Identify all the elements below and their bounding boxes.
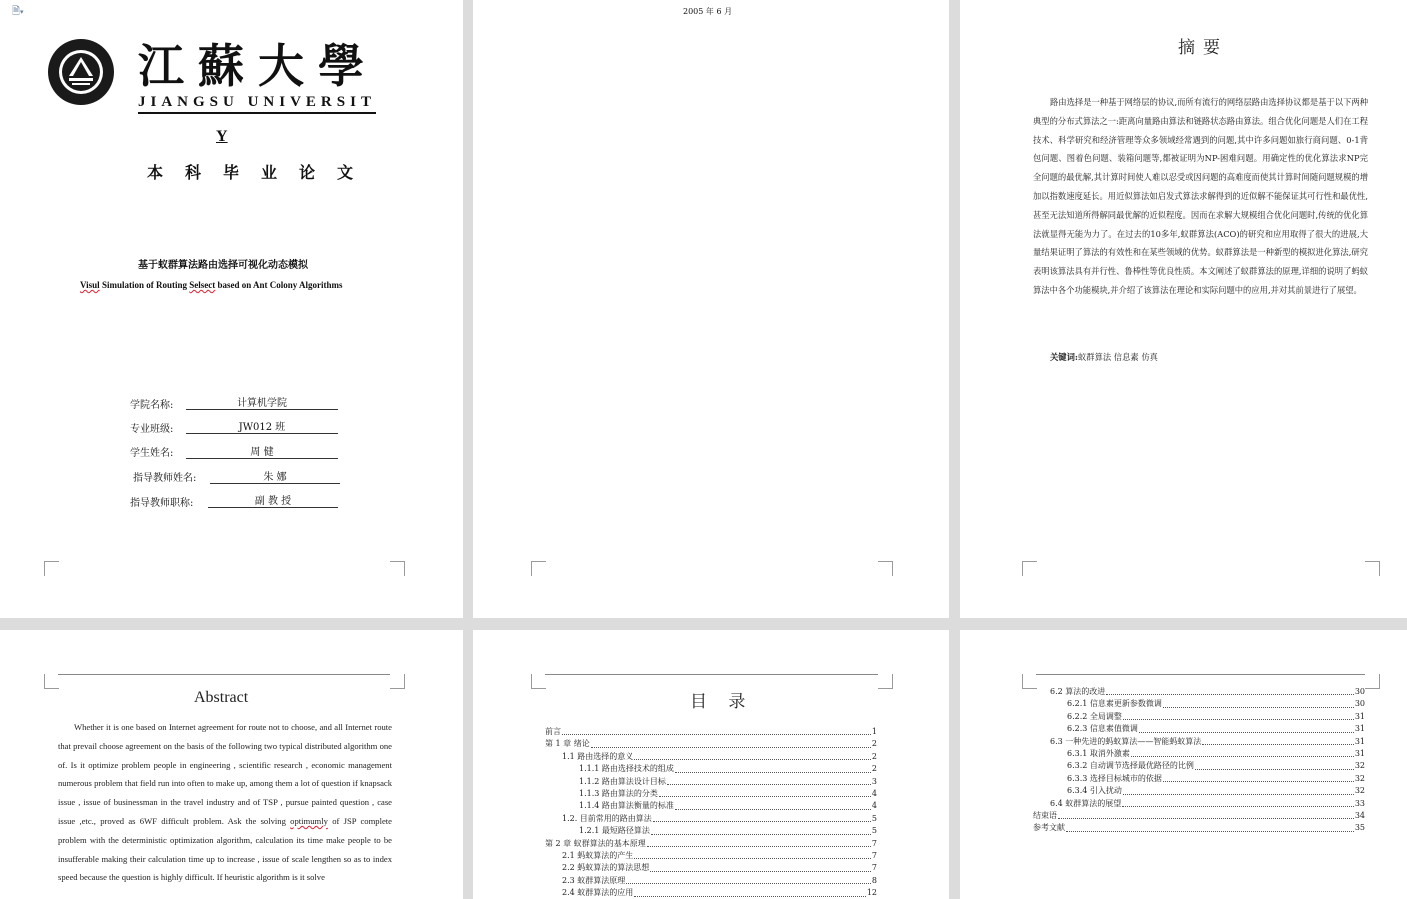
toc-dot-leader: [591, 747, 871, 748]
toc-entry-title: 6.3.4 引入扰动: [1067, 786, 1122, 796]
page-abstract-en[interactable]: [0, 630, 463, 899]
document-icon: 🗎: [12, 6, 21, 17]
toc-entry[interactable]: [545, 788, 877, 800]
toc-page-number: 34: [1354, 811, 1365, 821]
toc-entry-title: 1.1 路由选择的意义: [562, 751, 634, 761]
toc-entry[interactable]: [545, 887, 877, 899]
toc-entry[interactable]: [1033, 711, 1365, 723]
toc-entry[interactable]: [545, 776, 877, 788]
toc-entry[interactable]: [1033, 773, 1365, 785]
toc-page-number: 5: [871, 813, 877, 823]
toc-page-number: 2: [871, 739, 877, 749]
toc-dot-leader: [1195, 769, 1354, 770]
toc-page-number: 3: [871, 776, 877, 786]
toc-page-number: 7: [871, 851, 877, 861]
toc-dot-leader: [1058, 818, 1354, 819]
toc-dot-leader: [1122, 806, 1354, 807]
toc-page-number: 32: [1354, 761, 1365, 771]
toc-entry[interactable]: [1033, 736, 1365, 748]
toc-entry-title: 1.2. 目前常用的路由算法: [562, 813, 652, 823]
toc-entry[interactable]: [1033, 698, 1365, 710]
toc-page-number: 5: [871, 826, 877, 836]
toc-dot-leader: [1131, 756, 1354, 757]
page-corner-mark: [390, 561, 405, 576]
toc-entry-title: 6.2.1 信息素更新参数微调: [1067, 699, 1162, 709]
toc-entry-title: 参考文献: [1033, 823, 1065, 833]
toc-entry-title: 2.3 蚁群算法原理: [562, 875, 626, 885]
toc-dot-leader: [634, 858, 871, 859]
toc-page-number: 2: [871, 751, 877, 761]
title-en-part: Simulation of Routing: [99, 280, 190, 290]
toc-entry-title: 1.1.1 路由选择技术的组成: [579, 764, 674, 774]
toc-dot-leader: [1139, 732, 1354, 733]
abstract-en-body: [58, 718, 392, 887]
toc-entry-title: 2.2 蚂蚁算法的算法思想: [562, 863, 650, 873]
page-corner-mark: [878, 674, 893, 689]
toc-entry[interactable]: [545, 726, 877, 738]
toc-entry-title: 结束语: [1033, 811, 1057, 821]
header-rule: [1036, 674, 1365, 675]
keywords-label: 关键词:: [1050, 352, 1078, 362]
spell-marked-word: Visul: [80, 280, 100, 290]
toc-page-number: 31: [1354, 711, 1365, 721]
field-label: 指导教师职称:: [130, 498, 194, 509]
page-toc-2[interactable]: [960, 630, 1407, 899]
page-corner-mark: [531, 674, 546, 689]
toc-page-number: 7: [871, 838, 877, 848]
toc-entry[interactable]: [1033, 723, 1365, 735]
field-label: 学生姓名:: [130, 448, 174, 459]
page-corner-mark: [1022, 561, 1037, 576]
toc-entry-title: 1.1.4 路由算法衡量的标准: [579, 801, 674, 811]
toc-heading: 目 录: [690, 692, 754, 712]
toc-entry-title: 第 2 章 蚁群算法的基本原理: [545, 838, 646, 848]
page-cover[interactable]: [0, 0, 463, 618]
toc-entry[interactable]: [545, 738, 877, 750]
toc-entry[interactable]: [545, 850, 877, 862]
toc-dot-leader: [1123, 719, 1354, 720]
toc-entry[interactable]: [545, 800, 877, 812]
page-corner-mark: [878, 561, 893, 576]
toc-dot-leader: [1163, 707, 1354, 708]
field-value: 朱 娜: [210, 468, 340, 484]
toc-page-number: 7: [871, 863, 877, 873]
spell-marked-word: Selsect: [189, 280, 216, 290]
chevron-down-icon: ▾: [20, 8, 24, 16]
toc-dot-leader: [667, 784, 871, 785]
toc-entry-title: 第 1 章 绪论: [545, 739, 590, 749]
toc-entry[interactable]: [1033, 686, 1365, 698]
toc-entry-title: 6.2.3 信息素值微调: [1067, 724, 1138, 734]
toc-page-number: 31: [1354, 749, 1365, 759]
toc-dot-leader: [626, 883, 871, 884]
toc-dot-leader: [653, 821, 871, 822]
abstract-en-heading: Abstract: [194, 689, 249, 706]
toc-dot-leader: [675, 809, 871, 810]
toc-page-number: 8: [871, 875, 877, 885]
toc-entry[interactable]: [1033, 822, 1365, 834]
toc-entry-title: 1.2.1 最短路径算法: [579, 826, 650, 836]
spell-marked-word: optimumly: [290, 815, 328, 826]
toc-entry-title: 6.3.1 取消外激素: [1067, 749, 1130, 759]
field-label: 学院名称:: [130, 400, 174, 411]
abstract-cn-body: 路由选择是一种基于网络层的协议,而所有流行的网络层路由选择协议都是基于以下两种典型的分布式算法之一:距离向量路由算法和链路状态路由算法。组合优化问题是人们在工程技术、科学研究和经济管理等众多领域经常遇到的问题,其中许多问题如旅行商问题、0-1背包问题、图着色问题、装箱问题等,都被证明为NP-困难问题。用确定性的优化算法求NP完全问题的最优解,其计算时间使人难以忍受或因问题的高难度而使其计算时间随问题规模的增加以指数速度延长。用近似算法如启发式算法求解得到的近似解不能保证其可行性和最优性,甚至无法知道所得解同最优解的近似程度。因而在求解大规模组合优化问题时,传统的优化算法就显得无能为力了。在过去的10多年,蚁群算法(ACO)的研究和应用取得了很大的进展,大量结果证明了算法的有效性和在某些领域的优势。蚁群算法是一种新型的模拟进化算法,研究表明该算法具有并行性、鲁棒性等优良性质。本文阐述了蚁群算法的原理,详细的说明了蚂蚁算法中各个功能模块,并介绍了该算法在理论和实际问题中的应用,并对其前景进行了展望。: [1033, 97, 1368, 295]
toc-entry-title: 6.3.3 选择目标城市的依据: [1067, 773, 1162, 783]
toc-entry-title: 6.3.2 自动调节选择最优路径的比例: [1067, 761, 1194, 771]
toc-entry-title: 1.1.2 路由算法设计目标: [579, 776, 666, 786]
field-value: 副 教 授: [208, 492, 338, 508]
title-en-part: based on Ant Colony Algorithms: [215, 280, 343, 290]
toc-entry-title: 2.4 蚁群算法的应用: [562, 888, 634, 898]
toc-page-number: 32: [1354, 786, 1365, 796]
toc-entry[interactable]: [545, 875, 877, 887]
document-menu[interactable]: [12, 4, 34, 18]
toc-entry-title: 前言: [545, 727, 561, 736]
page-corner-mark: [1365, 561, 1380, 576]
toc-entry-title: 6.4 蚁群算法的展望: [1050, 798, 1122, 808]
toc-dot-leader: [1106, 694, 1354, 695]
toc-list: [1033, 686, 1365, 835]
toc-list: [545, 726, 877, 899]
page-corner-mark: [531, 561, 546, 576]
toc-page-number: 30: [1354, 687, 1365, 696]
header-rule: [58, 674, 390, 675]
toc-dot-leader: [650, 871, 871, 872]
abstract-en-text: of JSP complete problem with the deterministic optimization algorithm, calculation its time make people to be insufferable making their calculation time up to increase , issue of scale lengthen so as to index speed because the question is highly difficult. If heuristic algorithm is it solve: [58, 815, 392, 883]
toc-entry-title: 1.1.3 路由算法的分类: [579, 789, 658, 799]
toc-page-number: 35: [1354, 823, 1365, 833]
toc-dot-leader: [562, 734, 871, 735]
toc-entry[interactable]: [545, 838, 877, 850]
toc-entry[interactable]: [1033, 748, 1365, 760]
toc-entry[interactable]: [545, 862, 877, 874]
toc-page-number: 12: [866, 888, 877, 898]
field-label: 专业班级:: [130, 424, 174, 435]
toc-entry[interactable]: [1033, 810, 1365, 822]
thesis-type: 本科毕业论文: [147, 163, 376, 182]
toc-page-number: 33: [1354, 798, 1365, 808]
header-rule: [545, 674, 878, 675]
toc-dot-leader: [659, 796, 871, 797]
page-corner-mark: [44, 674, 59, 689]
thesis-title-en: [80, 280, 343, 290]
field-value: JW012 班: [186, 418, 338, 434]
toc-page-number: 2: [871, 764, 877, 774]
university-name-cn: 江蘇大學: [138, 39, 378, 93]
toc-entry-title: 6.2 算法的改进: [1050, 687, 1106, 696]
toc-page-number: 4: [871, 789, 877, 799]
toc-page-number: 32: [1354, 773, 1365, 783]
toc-entry-title: 2.1 蚂蚁算法的产生: [562, 851, 634, 861]
page-corner-mark: [1365, 674, 1380, 689]
university-name-en: JIANGSU UNIVERSIT: [138, 94, 376, 114]
toc-page-number: 1: [871, 727, 877, 736]
toc-dot-leader: [1202, 744, 1354, 745]
page-column-gap: [463, 0, 473, 899]
toc-entry-title: 6.3 一种先进的蚂蚁算法——智能蚂蚁算法: [1050, 736, 1202, 746]
toc-entry[interactable]: [1033, 785, 1365, 797]
toc-page-number: 31: [1354, 736, 1365, 746]
keywords: [1050, 351, 1158, 363]
toc-dot-leader: [651, 834, 871, 835]
university-name-y: Y: [216, 128, 228, 145]
toc-page-number: 31: [1354, 724, 1365, 734]
thesis-date: 2005 年 6 月: [683, 7, 733, 16]
page-date[interactable]: [473, 0, 949, 618]
page-row-gap: [0, 618, 1407, 630]
abstract-en-text: Whether it is one based on Internet agreement for route not to choose, and all Internet route that prevail choose agreement on the basis of the following two typical distributed algorithm one of. Is it optimize problem people in engineering , scientific research , economic management numerous problem that field run into often to make up, among them a lot of question if knapsack issue , issue of businessman in the travel industry and of TSP , pursue painted question , case issue ,etc., proved as 6WF difficult problem. Ask the solving: [58, 722, 392, 826]
page-column-gap: [949, 0, 960, 899]
field-value: 周 健: [186, 443, 338, 459]
toc-dot-leader: [1123, 794, 1354, 795]
toc-entry-title: 6.2.2 全局调整: [1067, 711, 1122, 721]
keywords-values: 蚁群算法 信息素 仿真: [1077, 352, 1158, 362]
toc-entry[interactable]: [545, 825, 877, 837]
thesis-title-cn: 基于蚁群算法路由选择可视化动态模拟: [138, 260, 308, 271]
toc-entry[interactable]: [545, 813, 877, 825]
page-toc-1[interactable]: [473, 630, 949, 899]
university-seal-logo: [47, 38, 115, 106]
toc-dot-leader: [634, 896, 866, 897]
toc-dot-leader: [675, 772, 871, 773]
toc-dot-leader: [1066, 831, 1354, 832]
toc-entry[interactable]: [545, 751, 877, 763]
toc-entry[interactable]: [1033, 760, 1365, 772]
toc-dot-leader: [634, 759, 871, 760]
field-value: 计算机学院: [186, 394, 338, 410]
toc-entry[interactable]: [545, 763, 877, 775]
toc-dot-leader: [647, 846, 871, 847]
field-label: 指导教师姓名:: [133, 473, 197, 484]
toc-page-number: 30: [1354, 699, 1365, 709]
abstract-cn-heading: 摘要: [1178, 38, 1228, 58]
page-corner-mark: [44, 561, 59, 576]
page-corner-mark: [390, 674, 405, 689]
toc-page-number: 4: [871, 801, 877, 811]
toc-entry[interactable]: [1033, 798, 1365, 810]
page-abstract-cn[interactable]: [960, 0, 1407, 618]
toc-dot-leader: [1163, 781, 1354, 782]
